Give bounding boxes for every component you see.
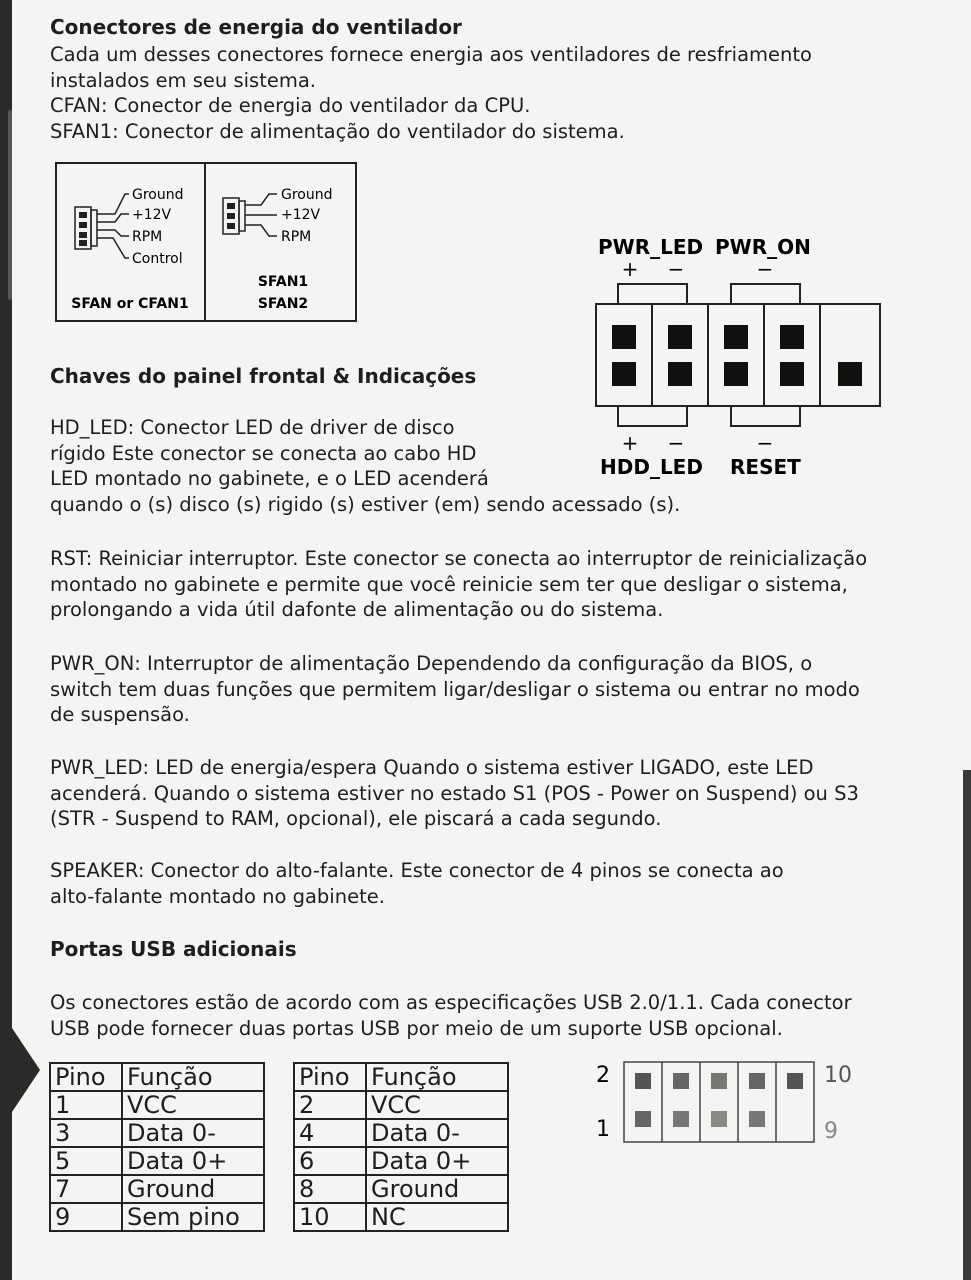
cfan-pin-12v: +12V — [132, 207, 172, 223]
hd-led-line: HD_LED: Conector LED de driver de disco — [50, 416, 455, 439]
usb-pin-label-1: 1 — [596, 1117, 610, 1142]
table-header: Pino — [294, 1063, 366, 1091]
speaker-line: SPEAKER: Conector do alto-falante. Este conector de 4 pinos se conecta ao — [50, 859, 784, 882]
reset-minus: − — [756, 431, 774, 455]
usb-pin-table-odd — [49, 1062, 265, 1232]
usb-pin-label-2: 2 — [596, 1063, 610, 1088]
fan-line: SFAN1: Conector de alimentação do ventilador do sistema. — [50, 119, 625, 143]
cfan-connector-icon — [75, 194, 129, 258]
fan-line: Cada um desses conectores fornece energia aos ventiladores de resfriamento — [50, 43, 812, 66]
table-cell: Data 0+ — [366, 1147, 508, 1175]
rst-paragraph — [50, 546, 867, 623]
sfan2-caption: SFAN2 — [257, 296, 309, 312]
sfan-pin-rpm: RPM — [281, 229, 312, 245]
cfan-pin-rpm: RPM — [132, 229, 163, 245]
table-header: Função — [366, 1063, 508, 1091]
table-header: Pino — [50, 1063, 122, 1091]
table-header-row — [294, 1063, 508, 1091]
pwr-led-label: PWR_LED — [598, 235, 704, 259]
table-cell: 4 — [294, 1119, 366, 1147]
table-cell: VCC — [122, 1091, 264, 1119]
fan-connector-diagram — [55, 162, 359, 324]
usb-line: Os conectores estão de acordo com as especificações USB 2.0/1.1. Cada conector — [50, 991, 852, 1014]
page-edge-accent — [8, 110, 12, 300]
page-edge-notch — [0, 1010, 40, 1130]
page-edge-right — [963, 770, 971, 1280]
usb-pin-label-9: 9 — [824, 1119, 838, 1144]
pwr-on-label: PWR_ON — [715, 235, 811, 259]
table-cell: 1 — [50, 1091, 122, 1119]
sfan-pin-12v: +12V — [281, 207, 321, 223]
table-cell: 8 — [294, 1175, 366, 1203]
sfan1-caption: SFAN1 — [257, 274, 309, 290]
rst-line: montado no gabinete e permite que você reinicie sem ter que desligar o sistema, — [50, 572, 848, 596]
pwr-on-line: switch tem duas funções que permitem ligar/desligar o sistema ou entrar no modo — [50, 677, 860, 701]
reset-label: RESET — [730, 455, 801, 479]
table-row — [294, 1091, 508, 1119]
table-cell: Sem pino — [122, 1203, 264, 1231]
fan-paragraph — [50, 42, 812, 144]
table-row — [50, 1119, 264, 1147]
hdd-led-minus: − — [667, 431, 685, 455]
rst-line: prolongando a vida útil dafonte de alimentação ou do sistema. — [50, 598, 664, 621]
hd-led-paragraph — [50, 415, 680, 517]
speaker-paragraph — [50, 858, 784, 909]
table-header: Função — [122, 1063, 264, 1091]
pwr-led-paragraph — [50, 755, 859, 832]
pwr-led-line: PWR_LED: LED de energia/espera Quando o sistema estiver LIGADO, este LED — [50, 756, 814, 779]
hd-led-line: LED montado no gabinete, e o LED acenderá — [50, 467, 489, 490]
table-row — [294, 1175, 508, 1203]
hd-led-line: rígido Este conector se conecta ao cabo HD — [50, 441, 477, 465]
pwr-on-line: de suspensão. — [50, 703, 190, 726]
panel-header-body — [596, 304, 880, 406]
cfan-pin-control: Control — [132, 251, 183, 267]
usb-pin-table-even — [293, 1062, 509, 1232]
speaker-line: alto-falante montado no gabinete. — [50, 884, 385, 908]
table-cell: 2 — [294, 1091, 366, 1119]
usb-header-diagram — [590, 1056, 860, 1146]
usb-paragraph — [50, 990, 852, 1041]
table-cell: VCC — [366, 1091, 508, 1119]
table-cell: 6 — [294, 1147, 366, 1175]
table-row — [294, 1119, 508, 1147]
table-row — [50, 1147, 264, 1175]
table-row — [50, 1175, 264, 1203]
usb-pin-label-10: 10 — [824, 1063, 852, 1088]
table-cell: Data 0- — [122, 1119, 264, 1147]
table-cell: Ground — [366, 1175, 508, 1203]
table-row — [50, 1203, 264, 1231]
pwr-led-line: acenderá. Quando o sistema estiver no estado S1 (POS - Power on Suspend) ou S3 — [50, 781, 859, 805]
pwr-led-plus: + — [621, 257, 639, 281]
table-row — [50, 1091, 264, 1119]
table-cell: Data 0+ — [122, 1147, 264, 1175]
cfan-caption: SFAN or CFAN1 — [71, 296, 189, 312]
panel-heading: Chaves do painel frontal & Indicações — [50, 364, 477, 388]
usb-heading: Portas USB adicionais — [50, 937, 297, 961]
table-cell: Data 0- — [366, 1119, 508, 1147]
table-cell: 10 — [294, 1203, 366, 1231]
sfan-pin-ground: Ground — [281, 187, 333, 203]
table-row — [294, 1147, 508, 1175]
pwr-led-minus: − — [667, 257, 685, 281]
table-header-row — [50, 1063, 264, 1091]
rst-line: RST: Reiniciar interruptor. Este conector se conecta ao interruptor de reinicialização — [50, 547, 868, 570]
table-cell: 5 — [50, 1147, 122, 1175]
sfan-connector-icon — [223, 194, 277, 236]
table-cell: 3 — [50, 1119, 122, 1147]
table-cell: 7 — [50, 1175, 122, 1203]
table-cell: Ground — [122, 1175, 264, 1203]
usb-line: USB pode fornecer duas portas USB por meio de um suporte USB opcional. — [50, 1016, 783, 1040]
pwr-led-line: (STR - Suspend to RAM, opcional), ele piscará a cada segundo. — [50, 807, 662, 830]
cfan-pin-ground: Ground — [132, 187, 184, 203]
pwr-on-line: PWR_ON: Interruptor de alimentação Dependendo da configuração da BIOS, o — [50, 652, 813, 675]
pwr-on-paragraph — [50, 651, 860, 728]
pwr-on-minus: − — [756, 257, 774, 281]
table-cell: NC — [366, 1203, 508, 1231]
fan-heading: Conectores de energia do ventilador — [50, 15, 462, 39]
table-cell: 9 — [50, 1203, 122, 1231]
hd-led-line: quando o (s) disco (s) rigido (s) estiver (em) sendo acessado (s). — [50, 492, 681, 516]
hdd-led-label: HDD_LED — [600, 455, 703, 479]
table-row — [294, 1203, 508, 1231]
fan-line: CFAN: Conector de energia do ventilador da CPU. — [50, 94, 531, 117]
fan-line: instalados em seu sistema. — [50, 68, 316, 92]
hdd-led-plus: + — [621, 431, 639, 455]
